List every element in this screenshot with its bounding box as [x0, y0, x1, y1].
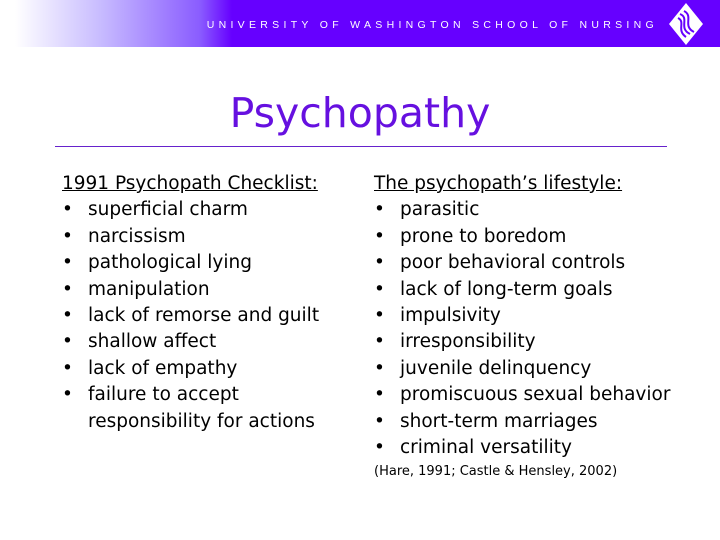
psychopath-lifestyle [374, 171, 704, 483]
list-item [62, 356, 362, 382]
bullet-icon: • [374, 278, 385, 300]
bullet-icon: • [374, 225, 385, 247]
list-item-text: juvenile delinquency [400, 357, 592, 379]
list-item-text: lack of long-term goals [400, 278, 613, 300]
list-item [374, 197, 704, 223]
uw-nursing-logo-icon [666, 2, 706, 46]
bullet-icon: • [374, 357, 385, 379]
organization-name: UNIVERSITY OF WASHINGTON SCHOOL OF NURSING [206, 19, 658, 31]
citation: (Hare, 1991; Castle & Hensley, 2002) [374, 464, 618, 480]
list-item-text: short-term marriages [400, 410, 598, 432]
list-item [374, 356, 704, 382]
bullet-icon: • [62, 384, 73, 406]
bullet-icon: • [62, 225, 73, 247]
bullet-icon: • [374, 410, 385, 432]
list-item [374, 250, 704, 276]
lifestyle-items [374, 197, 704, 461]
list-item-text: failure to accept responsibility for actions [88, 384, 315, 432]
list-item [62, 382, 362, 435]
list-item-text: criminal versatility [400, 437, 572, 459]
list-item [62, 303, 362, 329]
list-item [374, 277, 704, 303]
psychopath-checklist [62, 171, 362, 435]
list-item-text: superficial charm [88, 199, 248, 221]
bullet-icon: • [62, 331, 73, 353]
list-item-text: irresponsibility [400, 331, 536, 353]
list-item-text: parasitic [400, 199, 480, 221]
list-item-text: impulsivity [400, 305, 501, 327]
list-item [374, 409, 704, 435]
title-divider [55, 146, 667, 147]
bullet-icon: • [374, 437, 385, 459]
slide-title: Psychopathy [229, 89, 491, 137]
list-item-text: lack of empathy [88, 357, 238, 379]
bullet-icon: • [374, 199, 385, 221]
bullet-icon: • [374, 331, 385, 353]
list-item-text: poor behavioral controls [400, 252, 626, 274]
checklist-items [62, 197, 362, 435]
list-item [62, 250, 362, 276]
list-item [374, 224, 704, 250]
list-item [62, 277, 362, 303]
list-item [374, 303, 704, 329]
bullet-icon: • [62, 305, 73, 327]
list-item [62, 224, 362, 250]
list-item-text: narcissism [88, 225, 186, 247]
list-item [374, 435, 704, 461]
list-item [374, 329, 704, 355]
bullet-icon: • [374, 384, 385, 406]
bullet-icon: • [374, 252, 385, 274]
list-item-text: promiscuous sexual behavior [400, 384, 671, 406]
list-item-text: lack of remorse and guilt [88, 305, 320, 327]
list-item [62, 197, 362, 223]
list-item [62, 329, 362, 355]
checklist-heading: 1991 Psychopath Checklist: [62, 173, 318, 194]
bullet-icon: • [62, 357, 73, 379]
bullet-icon: • [374, 305, 385, 327]
list-item-text: pathological lying [88, 252, 252, 274]
bullet-icon: • [62, 252, 73, 274]
bullet-icon: • [62, 199, 73, 221]
lifestyle-heading: The psychopath’s lifestyle: [374, 173, 623, 194]
list-item-text: shallow affect [88, 331, 217, 353]
list-item [374, 382, 704, 408]
list-item-text: prone to boredom [400, 225, 567, 247]
list-item-text: manipulation [88, 278, 210, 300]
header-banner [0, 0, 720, 47]
bullet-icon: • [62, 278, 73, 300]
